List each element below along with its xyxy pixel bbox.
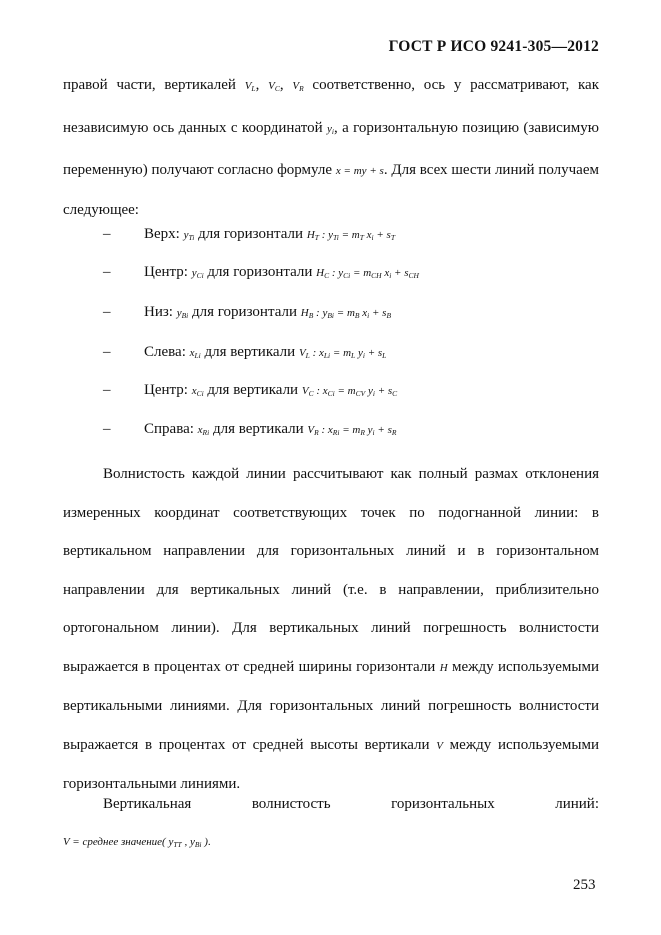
list-dash: –: [103, 421, 111, 437]
paragraph-intro: [63, 66, 599, 229]
text-run: соответственно, ось у рассматривают, как независимую ось данных с координатой: [63, 77, 599, 136]
list-item: [0, 264, 661, 288]
text-run: ,: [255, 77, 269, 93]
list-dash: –: [103, 264, 111, 280]
text-run: между используемыми горизонтальными линиями.: [63, 736, 599, 792]
list-item-text: Слева: $x_{Li}$ для вертикали $V_L$ : $x_{Li} = m_L$ $y_i + s_L$: [144, 344, 387, 360]
list-item-text: Справа: $x_{Ri}$ для вертикали $V_R$ : $x_{Ri} = m_R$ $y_i + s_R$: [144, 421, 397, 437]
list-item: [0, 344, 661, 368]
text-run: Волнистость каждой линии рассчитывают как полный размах отклонения измеренных координат соответствующих точек по подогнанной линии: в вертикальном направлении для горизонтальных линий и в горизонтальном направлении для вертикальных линий (т.е. в направлении, приблизительно ортогональном линии). Для вертикальных линий погрешность волнистости выражается в процентах от средней ширины горизонтали: [63, 466, 599, 675]
math-var: V: [436, 739, 443, 752]
paragraph-vertical-waviness: Вертикальная волнистость горизонтальных линий:: [103, 796, 599, 812]
list-item-text: Верх: $y_{Ti}$ для горизонтали $H_T$ : $y_{Ti} = m_T$ $x_i + s_T$: [144, 226, 395, 242]
list-dash: –: [103, 382, 111, 398]
math-var: H: [439, 661, 448, 674]
list-dash: –: [103, 304, 111, 320]
text-run: между используемыми вертикальными линиями. Для горизонтальных линий погрешность волнистости выражается в процентах от средней высоты вертикали: [63, 658, 599, 753]
list-item-text: Центр: $x_{Ci}$ для вертикали $V_C$ : $x_{Ci} = m_{CV}$ $y_i + s_C$: [144, 382, 398, 398]
text-run: правой части, вертикалей: [63, 77, 245, 93]
list-item: [0, 226, 661, 250]
list-item-text: Центр: $y_{Ci}$ для горизонтали $H_C$ : $y_{Ci} = m_{CH}$ $x_i + s_{CH}$: [144, 264, 419, 280]
text-run: , а горизонтальную позицию (зависимую переменную) получают согласно формуле: [63, 119, 599, 178]
list-item: [0, 382, 661, 406]
page-number: 253: [573, 877, 596, 893]
math-formula: x = my + s: [335, 165, 384, 177]
list-dash: –: [103, 226, 111, 242]
math-var: $y_i$: [326, 122, 334, 136]
text-run: ,: [279, 77, 293, 93]
page-header: ГОСТ Р ИСО 9241-305—2012: [388, 38, 599, 55]
text-run: . Для всех шести линий получаем следующее:: [63, 162, 599, 218]
list-item: [0, 304, 661, 328]
math-var: $V_R$: [292, 80, 304, 93]
paragraph-waviness: [63, 455, 599, 804]
math-var: $V_C$: [268, 80, 280, 93]
list-dash: –: [103, 344, 111, 360]
math-var: $V_L$: [244, 80, 256, 93]
list-item: [0, 421, 661, 445]
final-formula: V = среднее значение( $y_{TT}$ , $y_{Bi}$ ).: [63, 836, 211, 849]
list-item-text: Низ: $y_{Bi}$ для горизонтали $H_B$ : $y_{Bi} = m_B$ $x_i + s_B$: [144, 304, 392, 320]
